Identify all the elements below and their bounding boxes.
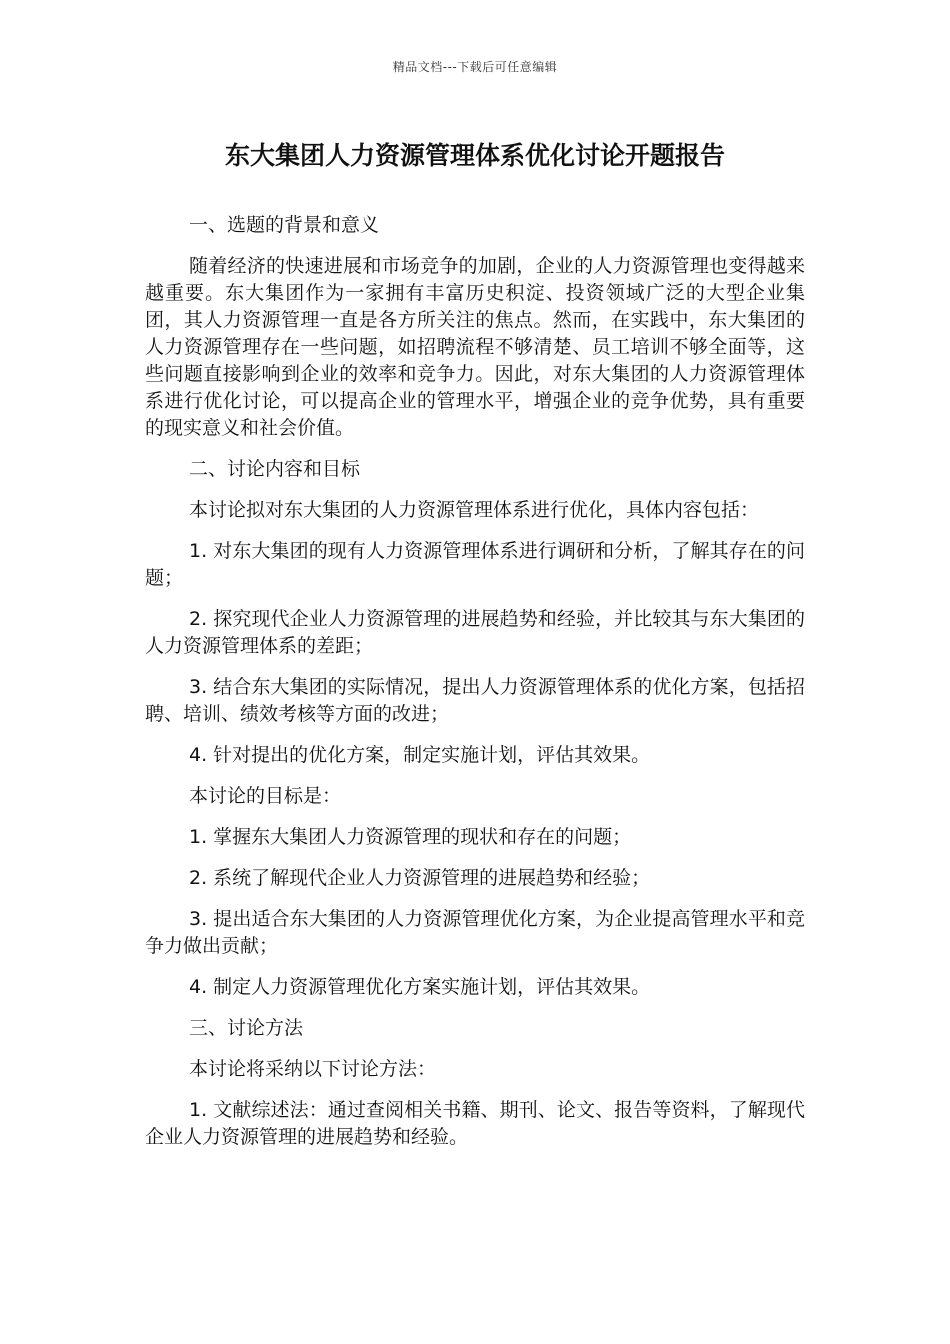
page-header: 精品文档---下载后可任意编辑 xyxy=(392,60,558,74)
paragraph-methods-intro: 本讨论将采纳以下讨论方法： xyxy=(189,1058,437,1080)
paragraph-content-intro: 本讨论拟对东大集团的人力资源管理体系进行优化，具体内容包括： xyxy=(189,499,760,521)
document-title: 东大集团人力资源管理体系优化讨论开题报告 xyxy=(224,141,725,170)
list-item-goal-4: 4. 制定人力资源管理优化方案实施计划，评估其效果。 xyxy=(189,976,651,998)
paragraph-goals-intro: 本讨论的目标是： xyxy=(189,785,342,807)
paragraph-background: 随着经济的快速进展和市场竞争的加剧，企业的人力资源管理也变得越来越重要。东大集团作为一家拥有丰富历史积淀、投资领域广泛的大型企业集团，其人力资源管理一直是各方所关注的焦点。然而，在实践中，东大集团的人力资源管理存在一些问题，如招聘流程不够清楚、员工培训不够全面等，这些问题直接影响到企业的效率和竞争力。因此，对东大集团的人力资源管理体系进行优化讨论，可以提高企业的管理水平，增强企业的竞争优势，具有重要的现实意义和社会价值。 xyxy=(145,255,805,439)
section-heading-content: 二、讨论内容和目标 xyxy=(189,458,361,480)
list-item-goal-2: 2. 系统了解现代企业人力资源管理的进展趋势和经验； xyxy=(189,867,651,889)
list-item-content-3: 3. 结合东大集团的实际情况，提出人力资源管理体系的优化方案，包括招聘、培训、绩效考核等方面的改进； xyxy=(145,676,805,725)
list-item-goal-1: 1. 掌握东大集团人力资源管理的现状和存在的问题； xyxy=(189,826,632,848)
document-body xyxy=(145,212,805,1165)
list-item-goal-3: 3. 提出适合东大集团的人力资源管理优化方案，为企业提高管理水平和竞争力做出贡献； xyxy=(145,908,805,957)
section-heading-methods: 三、讨论方法 xyxy=(189,1017,304,1039)
section-heading-background: 一、选题的背景和意义 xyxy=(189,214,380,236)
list-item-method-1: 1. 文献综述法：通过查阅相关书籍、期刊、论文、报告等资料，了解现代企业人力资源管理的进展趋势和经验。 xyxy=(145,1099,805,1148)
list-item-content-1: 1. 对东大集团的现有人力资源管理体系进行调研和分析，了解其存在的问题； xyxy=(145,540,805,589)
list-item-content-4: 4. 针对提出的优化方案，制定实施计划，评估其效果。 xyxy=(189,744,651,766)
list-item-content-2: 2. 探究现代企业人力资源管理的进展趋势和经验，并比较其与东大集团的人力资源管理体系的差距； xyxy=(145,608,805,657)
